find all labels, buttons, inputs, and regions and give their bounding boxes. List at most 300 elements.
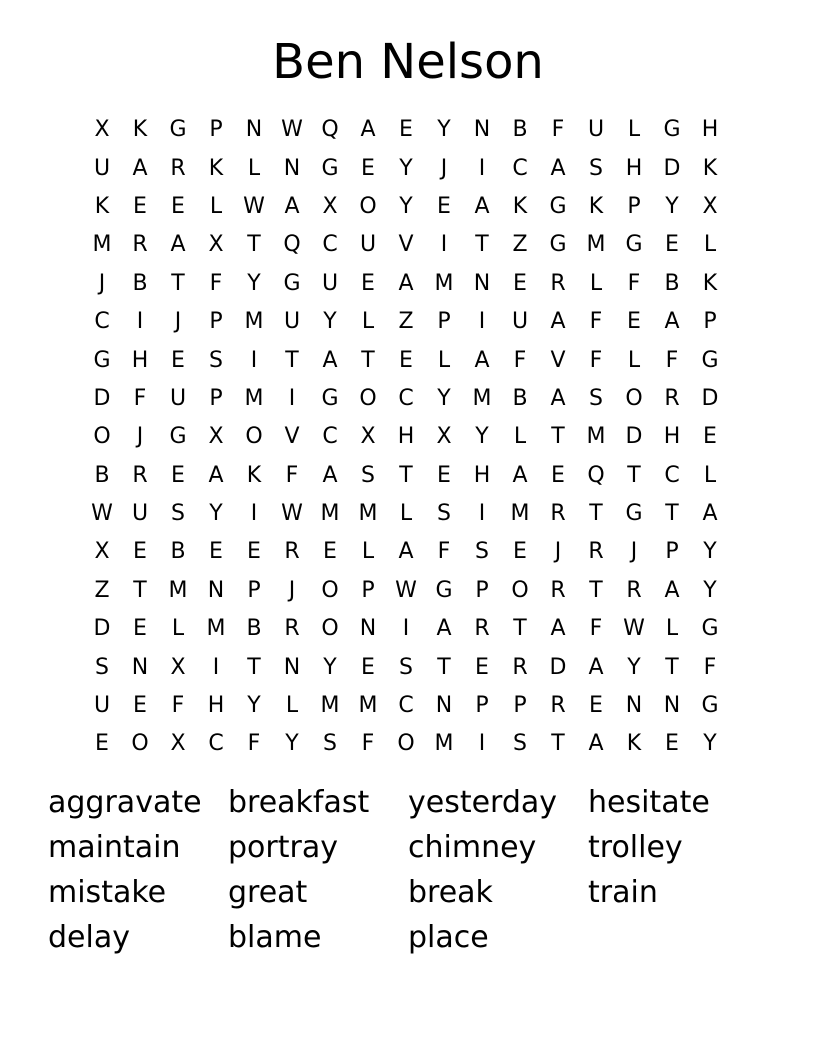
grid-letter: E xyxy=(171,347,185,373)
grid-letter: I xyxy=(402,616,410,642)
grid-letter: T xyxy=(513,616,527,642)
grid-letter: L xyxy=(665,616,679,642)
grid-letter: R xyxy=(170,155,186,181)
grid-letter: I xyxy=(440,232,448,258)
grid-letter: G xyxy=(321,155,339,181)
grid-letter: W xyxy=(91,501,113,527)
grid-letter: Y xyxy=(209,501,223,527)
grid-letter: G xyxy=(625,501,643,527)
grid-letter: F xyxy=(513,347,527,373)
grid-letter: T xyxy=(475,232,489,258)
grid-letter: Z xyxy=(398,309,414,335)
grid-letter: L xyxy=(361,309,375,335)
grid-letter: X xyxy=(208,424,224,450)
grid-letter: X xyxy=(208,232,224,258)
grid-letter: H xyxy=(131,347,149,373)
grid-letter: N xyxy=(435,693,453,719)
grid-letter: U xyxy=(93,155,111,181)
grid-letter: R xyxy=(132,462,148,488)
grid-letter: A xyxy=(550,155,566,181)
grid-letter: E xyxy=(589,693,603,719)
grid-letter: P xyxy=(247,577,261,603)
grid-letter: G xyxy=(93,347,111,373)
grid-row xyxy=(83,495,729,533)
grid-letter: G xyxy=(701,347,719,373)
grid-letter: A xyxy=(664,309,680,335)
grid-letter: F xyxy=(361,731,375,757)
grid-letter: E xyxy=(513,539,527,565)
grid-letter: A xyxy=(170,232,186,258)
grid-row xyxy=(83,149,729,187)
grid-letter: E xyxy=(437,193,451,219)
grid-letter: A xyxy=(550,309,566,335)
grid-row xyxy=(83,380,729,418)
word-list xyxy=(48,780,788,960)
grid-letter: T xyxy=(361,347,375,373)
grid-letter: O xyxy=(321,616,339,642)
grid-letter: M xyxy=(320,501,340,527)
grid-letter: A xyxy=(284,193,300,219)
grid-letter: I xyxy=(136,309,144,335)
grid-letter: O xyxy=(511,577,529,603)
grid-letter: G xyxy=(549,232,567,258)
grid-letter: Y xyxy=(703,539,717,565)
grid-letter: J xyxy=(174,309,182,335)
grid-row xyxy=(83,457,729,495)
grid-letter: W xyxy=(243,193,265,219)
grid-letter: R xyxy=(626,577,642,603)
grid-letter: C xyxy=(664,462,680,488)
grid-letter: K xyxy=(132,117,148,143)
grid-letter: P xyxy=(209,309,223,335)
page-title: Ben Nelson xyxy=(272,34,544,90)
grid-letter: Y xyxy=(323,654,337,680)
grid-letter: A xyxy=(702,501,718,527)
grid-letter: Y xyxy=(475,424,489,450)
grid-letter: A xyxy=(322,462,338,488)
grid-letter: B xyxy=(512,385,528,411)
grid-letter: Q xyxy=(321,117,339,143)
grid-letter: N xyxy=(131,654,149,680)
grid-letter: W xyxy=(281,501,303,527)
grid-letter: K xyxy=(512,193,528,219)
grid-letter: E xyxy=(399,347,413,373)
grid-letter: E xyxy=(133,539,147,565)
grid-letter: E xyxy=(361,654,375,680)
grid-letter: E xyxy=(475,654,489,680)
grid-letter: L xyxy=(209,193,223,219)
grid-letter: T xyxy=(437,654,451,680)
grid-letter: P xyxy=(513,693,527,719)
grid-letter: E xyxy=(703,424,717,450)
grid-letter: F xyxy=(589,309,603,335)
grid-letter: O xyxy=(245,424,263,450)
grid-letter: O xyxy=(625,385,643,411)
grid-letter: K xyxy=(702,155,718,181)
grid-letter: C xyxy=(208,731,224,757)
grid-row xyxy=(83,687,729,725)
grid-letter: Y xyxy=(665,193,679,219)
grid-letter: M xyxy=(586,232,606,258)
grid-letter: F xyxy=(665,347,679,373)
grid-letter: T xyxy=(627,462,641,488)
grid-letter: E xyxy=(247,539,261,565)
grid-letter: H xyxy=(625,155,643,181)
grid-letter: E xyxy=(171,193,185,219)
grid-letter: S xyxy=(589,385,603,411)
grid-letter: D xyxy=(549,654,567,680)
grid-letter: M xyxy=(358,693,378,719)
grid-letter: X xyxy=(94,117,110,143)
grid-letter: E xyxy=(133,616,147,642)
grid-letter: L xyxy=(437,347,451,373)
grid-letter: C xyxy=(322,424,338,450)
grid-letter: H xyxy=(473,462,491,488)
grid-letter: S xyxy=(361,462,375,488)
grid-letter: U xyxy=(93,693,111,719)
grid-letter: D xyxy=(625,424,643,450)
grid-letter: D xyxy=(701,385,719,411)
grid-letter: B xyxy=(664,270,680,296)
grid-letter: N xyxy=(625,693,643,719)
grid-row xyxy=(83,572,729,610)
word-list-item: great xyxy=(228,875,308,910)
grid-letter: E xyxy=(361,270,375,296)
word-list-item: trolley xyxy=(588,830,683,865)
grid-letter: B xyxy=(246,616,262,642)
grid-letter: K xyxy=(588,193,604,219)
grid-letter: O xyxy=(359,385,377,411)
word-list-item: portray xyxy=(228,830,338,865)
grid-letter: L xyxy=(589,270,603,296)
grid-letter: R xyxy=(588,539,604,565)
grid-letter: L xyxy=(703,462,717,488)
grid-letter: G xyxy=(625,232,643,258)
grid-letter: X xyxy=(436,424,452,450)
grid-letter: A xyxy=(398,539,414,565)
grid-letter: B xyxy=(94,462,110,488)
grid-letter: L xyxy=(513,424,527,450)
grid-row xyxy=(83,188,729,226)
word-list-item: blame xyxy=(228,920,322,955)
grid-letter: M xyxy=(206,616,226,642)
grid-letter: Y xyxy=(399,193,413,219)
grid-letter: G xyxy=(549,193,567,219)
grid-letter: L xyxy=(627,347,641,373)
grid-letter: P xyxy=(475,577,489,603)
grid-letter: T xyxy=(133,577,147,603)
grid-row xyxy=(83,111,729,149)
grid-letter: Y xyxy=(703,577,717,603)
grid-letter: R xyxy=(550,693,566,719)
grid-letter: E xyxy=(133,693,147,719)
grid-letter: F xyxy=(171,693,185,719)
grid-letter: L xyxy=(361,539,375,565)
grid-letter: U xyxy=(283,309,301,335)
grid-letter: N xyxy=(473,117,491,143)
grid-letter: N xyxy=(663,693,681,719)
grid-letter: L xyxy=(247,155,261,181)
grid-letter: E xyxy=(513,270,527,296)
grid-letter: W xyxy=(395,577,417,603)
grid-letter: T xyxy=(247,654,261,680)
grid-letter: U xyxy=(169,385,187,411)
grid-letter: S xyxy=(513,731,527,757)
grid-letter: K xyxy=(626,731,642,757)
grid-letter: F xyxy=(133,385,147,411)
grid-letter: F xyxy=(209,270,223,296)
grid-letter: Y xyxy=(285,731,299,757)
grid-letter: F xyxy=(285,462,299,488)
grid-letter: S xyxy=(399,654,413,680)
grid-letter: H xyxy=(663,424,681,450)
grid-letter: E xyxy=(437,462,451,488)
grid-letter: U xyxy=(359,232,377,258)
grid-row xyxy=(83,533,729,571)
grid-letter: I xyxy=(250,347,258,373)
grid-letter: V xyxy=(284,424,300,450)
grid-letter: X xyxy=(170,654,186,680)
grid-letter: N xyxy=(283,155,301,181)
grid-letter: W xyxy=(623,616,645,642)
word-list-item: maintain xyxy=(48,830,181,865)
grid-letter: L xyxy=(285,693,299,719)
grid-letter: G xyxy=(701,693,719,719)
grid-letter: A xyxy=(550,385,566,411)
grid-letter: F xyxy=(703,654,717,680)
grid-letter: R xyxy=(664,385,680,411)
grid-letter: C xyxy=(512,155,528,181)
grid-letter: R xyxy=(512,654,528,680)
grid-letter: A xyxy=(398,270,414,296)
grid-letter: N xyxy=(473,270,491,296)
grid-letter: X xyxy=(170,731,186,757)
grid-letter: G xyxy=(701,616,719,642)
grid-letter: K xyxy=(208,155,224,181)
grid-letter: J xyxy=(288,577,296,603)
grid-letter: M xyxy=(472,385,492,411)
grid-letter: S xyxy=(589,155,603,181)
grid-letter: G xyxy=(169,424,187,450)
grid-row xyxy=(83,418,729,456)
grid-letter: F xyxy=(627,270,641,296)
word-list-item: train xyxy=(588,875,658,910)
word-list-item: aggravate xyxy=(48,785,202,820)
grid-letter: M xyxy=(244,309,264,335)
grid-letter: O xyxy=(321,577,339,603)
grid-letter: T xyxy=(665,501,679,527)
grid-letter: F xyxy=(551,117,565,143)
grid-letter: P xyxy=(703,309,717,335)
grid-letter: E xyxy=(95,731,109,757)
grid-letter: I xyxy=(478,155,486,181)
grid-letter: Y xyxy=(399,155,413,181)
grid-row xyxy=(83,725,729,763)
grid-letter: S xyxy=(95,654,109,680)
grid-letter: R xyxy=(550,501,566,527)
grid-letter: F xyxy=(589,616,603,642)
grid-letter: R xyxy=(550,270,566,296)
grid-letter: J xyxy=(440,155,448,181)
grid-letter: D xyxy=(663,155,681,181)
grid-letter: S xyxy=(171,501,185,527)
grid-letter: C xyxy=(322,232,338,258)
grid-letter: E xyxy=(551,462,565,488)
grid-letter: V xyxy=(398,232,414,258)
grid-letter: U xyxy=(131,501,149,527)
grid-letter: Y xyxy=(627,654,641,680)
grid-letter: P xyxy=(627,193,641,219)
grid-letter: M xyxy=(320,693,340,719)
grid-letter: A xyxy=(360,117,376,143)
grid-letter: U xyxy=(321,270,339,296)
grid-letter: K xyxy=(246,462,262,488)
grid-letter: E xyxy=(665,232,679,258)
grid-letter: L xyxy=(171,616,185,642)
grid-letter: V xyxy=(550,347,566,373)
grid-letter: I xyxy=(478,309,486,335)
grid-letter: T xyxy=(589,501,603,527)
grid-letter: X xyxy=(360,424,376,450)
grid-letter: D xyxy=(93,385,111,411)
grid-letter: F xyxy=(437,539,451,565)
grid-letter: M xyxy=(586,424,606,450)
grid-letter: J xyxy=(98,270,106,296)
grid-letter: Q xyxy=(283,232,301,258)
grid-letter: X xyxy=(702,193,718,219)
word-list-item: delay xyxy=(48,920,130,955)
grid-letter: R xyxy=(550,577,566,603)
grid-letter: H xyxy=(397,424,415,450)
grid-letter: G xyxy=(169,117,187,143)
grid-letter: N xyxy=(283,654,301,680)
grid-letter: H xyxy=(207,693,225,719)
grid-letter: P xyxy=(475,693,489,719)
grid-letter: A xyxy=(588,731,604,757)
grid-letter: R xyxy=(284,616,300,642)
grid-letter: M xyxy=(510,501,530,527)
grid-letter: Y xyxy=(247,270,261,296)
word-list-item: place xyxy=(408,920,489,955)
grid-letter: N xyxy=(245,117,263,143)
grid-letter: Y xyxy=(323,309,337,335)
grid-letter: Y xyxy=(703,731,717,757)
grid-letter: L xyxy=(627,117,641,143)
grid-letter: Z xyxy=(94,577,110,603)
grid-letter: A xyxy=(664,577,680,603)
grid-row xyxy=(83,648,729,686)
grid-letter: E xyxy=(361,155,375,181)
grid-letter: T xyxy=(399,462,413,488)
grid-letter: C xyxy=(398,385,414,411)
grid-row xyxy=(83,610,729,648)
grid-letter: P xyxy=(209,117,223,143)
grid-letter: L xyxy=(399,501,413,527)
grid-letter: I xyxy=(478,501,486,527)
grid-letter: A xyxy=(322,347,338,373)
grid-letter: L xyxy=(703,232,717,258)
grid-letter: P xyxy=(361,577,375,603)
grid-letter: T xyxy=(589,577,603,603)
grid-letter: T xyxy=(665,654,679,680)
grid-letter: E xyxy=(323,539,337,565)
grid-letter: T xyxy=(551,731,565,757)
grid-letter: P xyxy=(437,309,451,335)
grid-letter: E xyxy=(133,193,147,219)
grid-letter: U xyxy=(587,117,605,143)
grid-letter: M xyxy=(92,232,112,258)
grid-letter: K xyxy=(94,193,110,219)
grid-letter: R xyxy=(132,232,148,258)
grid-letter: Q xyxy=(587,462,605,488)
grid-letter: A xyxy=(208,462,224,488)
grid-letter: I xyxy=(288,385,296,411)
word-list-item: break xyxy=(408,875,493,910)
word-list-item: hesitate xyxy=(588,785,710,820)
grid-letter: J xyxy=(554,539,562,565)
grid-letter: A xyxy=(588,654,604,680)
grid-letter: I xyxy=(250,501,258,527)
grid-letter: H xyxy=(701,117,719,143)
grid-row xyxy=(83,265,729,303)
grid-letter: S xyxy=(209,347,223,373)
grid-letter: G xyxy=(283,270,301,296)
grid-letter: O xyxy=(359,193,377,219)
letter-grid xyxy=(83,111,729,764)
grid-letter: S xyxy=(475,539,489,565)
grid-letter: O xyxy=(131,731,149,757)
grid-letter: O xyxy=(397,731,415,757)
grid-letter: Y xyxy=(437,117,451,143)
grid-letter: O xyxy=(93,424,111,450)
grid-letter: J xyxy=(136,424,144,450)
grid-letter: N xyxy=(359,616,377,642)
grid-letter: F xyxy=(589,347,603,373)
grid-letter: K xyxy=(702,270,718,296)
grid-letter: G xyxy=(321,385,339,411)
grid-letter: C xyxy=(94,309,110,335)
grid-letter: A xyxy=(474,347,490,373)
word-list-item: mistake xyxy=(48,875,167,910)
grid-letter: M xyxy=(168,577,188,603)
grid-letter: R xyxy=(284,539,300,565)
grid-letter: T xyxy=(247,232,261,258)
grid-letter: Y xyxy=(247,693,261,719)
grid-letter: F xyxy=(247,731,261,757)
grid-letter: P xyxy=(209,385,223,411)
grid-letter: N xyxy=(207,577,225,603)
grid-letter: B xyxy=(132,270,148,296)
grid-letter: M xyxy=(434,731,454,757)
grid-letter: E xyxy=(627,309,641,335)
grid-row xyxy=(83,303,729,341)
grid-letter: C xyxy=(398,693,414,719)
grid-letter: A xyxy=(550,616,566,642)
grid-letter: Y xyxy=(437,385,451,411)
grid-letter: M xyxy=(244,385,264,411)
grid-row xyxy=(83,226,729,264)
grid-letter: U xyxy=(511,309,529,335)
word-list-item: breakfast xyxy=(228,785,370,820)
grid-letter: J xyxy=(630,539,638,565)
grid-letter: G xyxy=(435,577,453,603)
grid-row xyxy=(83,341,729,379)
grid-letter: Z xyxy=(512,232,528,258)
grid-letter: A xyxy=(512,462,528,488)
grid-letter: T xyxy=(551,424,565,450)
grid-letter: E xyxy=(399,117,413,143)
word-list-item: yesterday xyxy=(408,785,558,820)
